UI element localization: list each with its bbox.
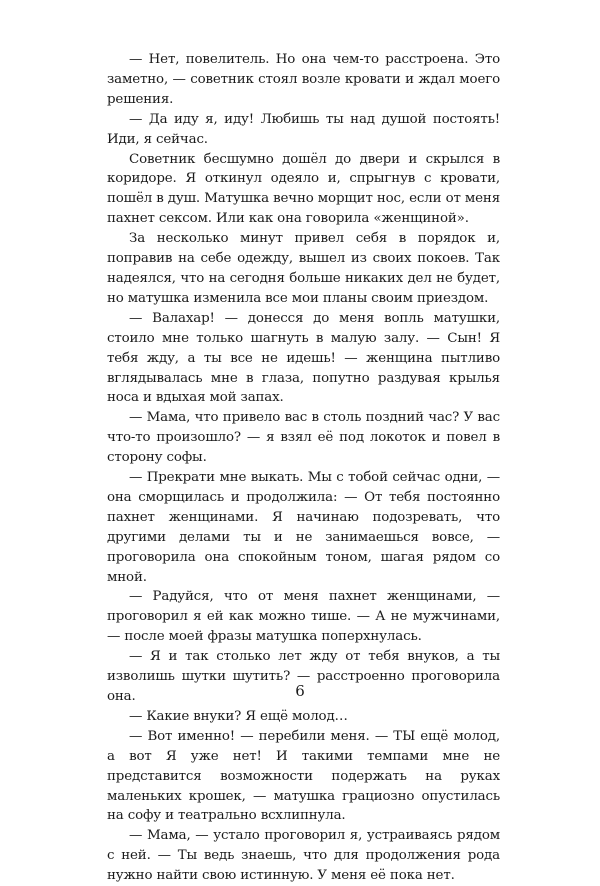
paragraph: — Какие внуки? Я ещё молод… (129, 708, 348, 724)
paragraph: — Радуйся, что от меня пахнет женщинами, — проговорил я ей как можно тише. — А не мужчинами, — после моей фразы матушка поперхнулась. (107, 589, 500, 645)
paragraph: — Мама, — устало проговорил я, устраиваясь рядом с ней. — Ты ведь знаешь, что для продолжения рода нужно найти свою истинную. У меня её пока нет. (107, 828, 500, 884)
paragraph: — Нет, повелитель. Но она чем-то расстроена. Это заметно, — советник стоял возле кровати и ждал моего решения. (107, 52, 500, 107)
paragraph: — Да иду я, иду! Любишь ты над душой постоять! Иди, я сейчас. (107, 111, 500, 147)
paragraph: За несколько минут привел себя в порядок и, поправив на себе одежду, вышел из своих покоев. Так надеялся, что на сегодня больше никаких дел не будет, но матушка изменила все мои планы своим приездом. (107, 231, 500, 306)
page-number: 6 (295, 682, 305, 700)
paragraph: — Валахар! — донесся до меня вопль матушки, стоило мне только шагнуть в малую залу. — Сын! Я тебя жду, а ты все не идешь! — женщина пытливо вглядывалась мне в глаза, попутно раздувая крылья носа и вдыхая мой запах. (107, 310, 500, 406)
paragraph: Советник бесшумно дошёл до двери и скрылся в коридоре. Я откинул одеяло и, спрыгнув с кровати, пошёл в душ. Матушка вечно морщит нос, если от меня пахнет сексом. Или как она говорила «женщиной». (107, 151, 500, 227)
paragraph: — Мама, что привело вас в столь поздний час? У вас что-то произошло? — я взял её под локоток и повел в сторону софы. (107, 410, 500, 466)
paragraph: — Вот именно! — перебили меня. — ТЫ ещё молод, а вот Я уже нет! И такими темпами мне не представится возможности подержать на руках маленьких крошек, — матушка грациозно опустилась на софу и театрально всхлипнула. (107, 728, 500, 824)
paragraph: — Прекрати мне выкать. Мы с тобой сейчас одни, — она сморщилась и продолжила: — От тебя постоянно пахнет женщинами. Я начинаю подозревать, что другими делами ты и не занимаешься вовсе, — проговорила она спокойным тоном, шагая рядом со мной. (107, 470, 500, 585)
body-text (107, 50, 500, 886)
paragraph: — Я и так столько лет жду от тебя внуков, а ты изволишь шутки шутить? — расстроенно проговорила она. (107, 649, 500, 704)
